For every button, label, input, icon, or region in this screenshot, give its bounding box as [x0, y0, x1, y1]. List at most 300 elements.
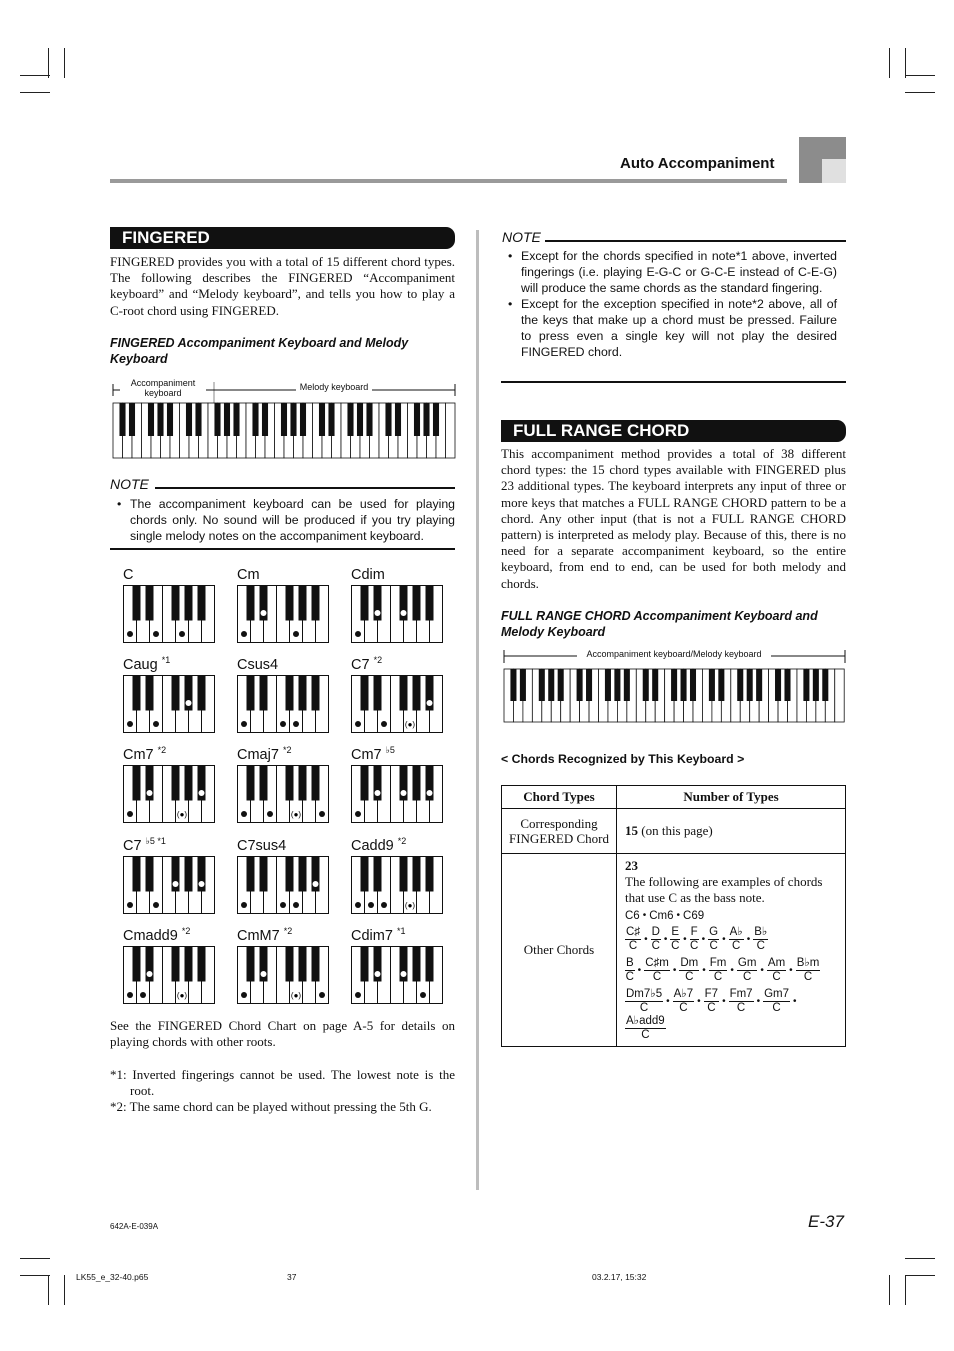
black-key: [312, 766, 320, 801]
right-note-item-2: • Except for the exception specified in note*2 above, all of the keys that make up a chord must be pressed. Failure to press even a single key will not play the desired FINGERED chord.: [501, 296, 837, 360]
pressed-key-dot: [179, 631, 185, 637]
black-key: [146, 857, 154, 892]
black-key: [233, 403, 239, 436]
pressed-key-dot: [267, 811, 273, 817]
black-key: [361, 766, 369, 801]
chord-name: C7sus4: [237, 838, 287, 854]
black-key: [133, 766, 141, 801]
chord-keyboard: [237, 946, 332, 1006]
pressed-key-dot: [375, 610, 381, 616]
pressed-key-dot: [199, 790, 205, 796]
pressed-key-dot: [127, 992, 133, 998]
chord-keyboard: [351, 585, 446, 645]
pressed-key-dot: [420, 992, 426, 998]
pressed-key-dot: [241, 811, 247, 817]
pressed-key-dot: [147, 790, 153, 796]
crop-mark: [889, 1275, 890, 1305]
pressed-key-dot: [241, 992, 247, 998]
chord-diagram: [237, 657, 332, 737]
pressed-key-dot: [381, 721, 387, 727]
black-key: [260, 676, 268, 711]
black-key: [247, 586, 255, 621]
black-key: [423, 403, 429, 436]
example-chord: Cm6: [649, 910, 674, 922]
chord-diagram: [123, 567, 218, 647]
row-other-count: 23: [625, 858, 638, 873]
chord-keyboard: [123, 675, 218, 735]
black-key: [312, 586, 320, 621]
example-line-1: C6 • Cm6 • C69: [625, 910, 705, 922]
chord-name: Cmaj7 $^{*2}$: [237, 745, 292, 763]
slash-chord: $\frac{Gm}{C}$: [737, 957, 757, 983]
black-key: [400, 676, 408, 711]
crop-mark: [905, 92, 935, 93]
black-key: [247, 857, 255, 892]
black-key: [186, 403, 192, 436]
black-key: [198, 586, 206, 621]
black-key: [312, 676, 320, 711]
black-key: [133, 676, 141, 711]
slash-chord: $\frac{A♭}{C}$: [729, 926, 743, 952]
fingered-note-rule-bottom: [110, 548, 455, 550]
pressed-key-dot: [127, 631, 133, 637]
chord-footnote-mark: ♭5 *1: [145, 836, 166, 846]
chord-footnote-mark: *2: [373, 655, 383, 665]
row-fingered-label: Corresponding FINGERED Chord: [502, 809, 617, 854]
pressed-key-dot: [280, 721, 286, 727]
black-key: [539, 669, 545, 701]
crop-mark: [64, 1275, 65, 1305]
chord-diagram: [351, 657, 446, 737]
pressed-key-dot: [261, 971, 267, 977]
black-key: [260, 857, 268, 892]
chord-name: Csus4: [237, 657, 279, 673]
black-key: [172, 676, 180, 711]
chord-footnote-mark: *1: [396, 926, 406, 936]
chord-diagram: [123, 928, 218, 1008]
slash-chord: $\frac{D}{C}$: [651, 926, 660, 952]
chord-types-table: [501, 785, 846, 1047]
chord-keyboard: [123, 585, 218, 645]
crop-mark: [20, 1275, 50, 1276]
black-key: [643, 669, 649, 701]
black-key: [558, 669, 564, 701]
footnote-2: *2: The same chord can be played without pressing the 5th G.: [110, 1099, 432, 1114]
optional-key-mark: (●): [290, 991, 302, 1000]
black-key: [312, 947, 320, 982]
fingered-keyboard-heading: FINGERED Accompaniment Keyboard and Melody Keyboard: [110, 336, 409, 366]
chord-footnote-mark: *2: [282, 745, 292, 755]
black-key: [286, 766, 294, 801]
black-key: [319, 403, 325, 436]
crop-mark: [889, 48, 890, 78]
accompaniment-label-1: Accompaniment: [130, 378, 196, 388]
crop-mark: [905, 1275, 906, 1305]
row-other-label: Other Chords: [502, 854, 617, 1047]
black-key: [198, 947, 206, 982]
black-key: [813, 669, 819, 701]
footnote-1: *1: Inverted fingerings cannot be used. The lowest note is the root.: [110, 1067, 455, 1098]
chords-recognized-heading: < Chords Recognized by This Keyboard >: [501, 752, 745, 766]
chord-name: C7 $^{♭5 *1}$: [123, 836, 166, 854]
chord-footnote-mark: *2: [157, 745, 167, 755]
black-key: [172, 586, 180, 621]
pressed-key-dot: [375, 790, 381, 796]
slash-chord: $\frac{Dm7♭5}{C}$: [626, 988, 663, 1014]
chord-name: Cdim7 $^{*1}$: [351, 926, 406, 944]
page-header-title: Auto Accompaniment: [620, 155, 775, 172]
black-key: [374, 857, 382, 892]
pressed-key-dot: [401, 610, 407, 616]
optional-key-mark: (●): [404, 901, 416, 910]
chord-diagram: [237, 838, 332, 918]
black-key: [577, 669, 583, 701]
black-key: [172, 947, 180, 982]
slash-chord: $\frac{Fm}{C}$: [709, 957, 727, 983]
chord-keyboard: [123, 765, 218, 825]
chord-diagram: [351, 747, 446, 827]
crop-mark: [905, 1275, 935, 1276]
black-key: [328, 403, 334, 436]
chord-name: Caug $^{*1}$: [123, 655, 171, 673]
optional-key-mark: (●): [404, 720, 416, 729]
black-key: [247, 676, 255, 711]
slash-chord: $\frac{E}{C}$: [671, 926, 680, 952]
black-key: [167, 403, 173, 436]
pressed-key-dot: [199, 881, 205, 887]
black-key: [252, 403, 258, 436]
pressed-key-dot: [261, 610, 267, 616]
pressed-key-dot: [173, 881, 179, 887]
black-key: [157, 403, 163, 436]
pressed-key-dot: [381, 902, 387, 908]
crop-mark: [64, 48, 65, 78]
pressed-key-dot: [355, 811, 361, 817]
black-key: [146, 586, 154, 621]
pressed-key-dot: [153, 902, 159, 908]
optional-key-mark: (●): [176, 810, 188, 819]
chord-diagram: [351, 838, 446, 918]
black-key: [709, 669, 715, 701]
black-key: [286, 676, 294, 711]
right-note-item-1: • Except for the chords specified in note*1 above, inverted fingerings (i.e. playing E-G-C or G-C-E instead of C-E-G) will produce the same chords as the standard fingering.: [501, 248, 837, 296]
footer-code: 642A-E-039A: [110, 1222, 159, 1231]
black-key: [784, 669, 790, 701]
header-rule: [110, 179, 787, 183]
pressed-key-dot: [401, 971, 407, 977]
row-other-note: The following are examples of chords that use C as the bass note.: [625, 874, 823, 905]
example-chord: C69: [683, 910, 705, 922]
black-key: [347, 403, 353, 436]
chord-footnote-mark: *2: [397, 836, 407, 846]
black-key: [224, 403, 230, 436]
full-range-title: FULL RANGE CHORD: [501, 420, 846, 442]
chord-diagram: [123, 657, 218, 737]
chord-name: Cm: [237, 567, 260, 583]
footer-page-num: 37: [287, 1272, 297, 1282]
right-note-list: [501, 248, 837, 360]
black-key: [262, 403, 268, 436]
white-key: [835, 669, 844, 722]
black-key: [366, 403, 372, 436]
black-key: [133, 857, 141, 892]
black-key: [361, 947, 369, 982]
optional-key-mark: (●): [290, 810, 302, 819]
slash-chord: $\frac{A♭7}{C}$: [673, 988, 694, 1014]
black-key: [510, 669, 516, 701]
black-key: [357, 403, 363, 436]
pressed-key-dot: [355, 992, 361, 998]
header-tab-block-inner: [822, 159, 846, 183]
black-key: [413, 586, 421, 621]
pressed-key-dot: [127, 902, 133, 908]
black-key: [195, 403, 201, 436]
chord-diagram: [351, 567, 446, 647]
chord-name: C7 $^{*2}$: [351, 655, 383, 673]
chord-diagram: [237, 747, 332, 827]
pressed-key-dot: [375, 971, 381, 977]
column-divider: [476, 230, 479, 1190]
slash-chord: $\frac{B♭m}{C}$: [796, 957, 820, 983]
black-key: [718, 669, 724, 701]
pressed-key-dot: [401, 790, 407, 796]
black-key: [247, 766, 255, 801]
black-key: [775, 669, 781, 701]
chord-keyboard: [351, 765, 446, 825]
black-key: [652, 669, 658, 701]
pressed-key-dot: [241, 631, 247, 637]
black-key: [146, 676, 154, 711]
crop-mark: [905, 75, 935, 76]
example-line-4: $\frac{Dm7♭5}{C}$ • $\frac{A♭7}{C}$ • $\frac{F7}{C}$ • $\frac{Fm7}{C}$ • $\frac{Gm7}{C}$ • $\frac{\text{A♭add9}}{C}$: [626, 988, 797, 1041]
page-number-label: E-37: [808, 1212, 844, 1231]
black-key: [361, 857, 369, 892]
chord-keyboard: [123, 856, 218, 916]
black-key: [299, 947, 307, 982]
black-key: [299, 766, 307, 801]
crop-mark: [20, 75, 50, 76]
black-key: [260, 766, 268, 801]
pressed-key-dot: [293, 721, 299, 727]
black-key: [133, 586, 141, 621]
right-note-rule-bottom: [501, 381, 846, 383]
black-key: [413, 947, 421, 982]
right-note-label: NOTE: [502, 229, 541, 245]
slash-chord: $\frac{Am}{C}$: [767, 957, 786, 983]
chord-name: CmM7 $^{*2}$: [237, 926, 293, 944]
black-key: [520, 669, 526, 701]
black-key: [299, 586, 307, 621]
black-key: [671, 669, 677, 701]
footer-file: LK55_e_32-40.p65: [76, 1272, 149, 1282]
chord-footnote-mark: *1: [161, 655, 171, 665]
black-key: [286, 586, 294, 621]
black-key: [385, 403, 391, 436]
black-key: [281, 403, 287, 436]
black-key: [290, 403, 296, 436]
black-key: [148, 403, 154, 436]
black-key: [400, 857, 408, 892]
pressed-key-dot: [319, 992, 325, 998]
crop-mark: [905, 48, 906, 78]
black-key: [185, 857, 193, 892]
full-range-keyboard-heading: FULL RANGE CHORD Accompaniment Keyboard and Melody Keyboard: [501, 609, 818, 639]
footer-timestamp: 03.2.17, 15:32: [592, 1272, 647, 1282]
chord-diagram: [123, 838, 218, 918]
black-key: [426, 947, 434, 982]
row-fingered-count: 15 (on this page): [617, 809, 846, 854]
black-key: [747, 669, 753, 701]
black-key: [129, 403, 135, 436]
see-chart-text: See the FINGERED Chord Chart on page A-5 for details on playing chords with other roots.: [110, 1018, 455, 1050]
pressed-key-dot: [355, 902, 361, 908]
pressed-key-dot: [153, 631, 159, 637]
full-range-intro: This accompaniment method provides a total of 38 different chord types: the 15 chord types available with FINGERED plus 23 additional types. The keyboard interprets any input of three or more keys that matches a FULL RANGE CHORD pattern to be a chord. Any other input (that is not a FULL RANGE CHORD pattern) is interpreted as melody play. Because of this, there is no need for a separate accompaniment keyboard, so the entire keyboard, from end to end, can be used for both melody and chords.: [501, 446, 846, 591]
slash-chord: $\frac{F7}{C}$: [704, 988, 719, 1014]
chord-keyboard: [237, 856, 332, 916]
slash-chord: $\frac{Dm}{C}$: [680, 957, 699, 983]
black-key: [300, 403, 306, 436]
fingered-note-list: [110, 496, 455, 544]
right-note-rule-top: [545, 240, 846, 242]
slash-chord: $\frac{C♯m}{C}$: [645, 957, 669, 983]
pressed-key-dot: [153, 721, 159, 727]
fingered-intro: FINGERED provides you with a total of 15 different chord types. The following describes the FINGERED “Accompaniment keyboard” and “Melody keyboard”, and tells you how to play a C-root chord using FINGERED.: [110, 254, 455, 318]
black-key: [286, 947, 294, 982]
black-key: [614, 669, 620, 701]
slash-chord: $\frac{G}{C}$: [709, 926, 719, 952]
chord-name: C: [123, 567, 134, 583]
black-key: [681, 669, 687, 701]
black-key: [413, 766, 421, 801]
full-range-keyboard-keys: [504, 669, 844, 722]
pressed-key-dot: [355, 721, 361, 727]
black-key: [586, 669, 592, 701]
pressed-key-dot: [127, 811, 133, 817]
fingered-note-rule-top: [155, 487, 455, 489]
chord-keyboard: [237, 765, 332, 825]
crop-mark: [48, 1275, 49, 1305]
slash-chord: $\frac{B♭}{C}$: [754, 926, 768, 952]
chord-diagram: [237, 567, 332, 647]
slash-chord: $\frac{F}{C}$: [689, 926, 699, 952]
black-key: [690, 669, 696, 701]
black-key: [624, 669, 630, 701]
fingered-note-label: NOTE: [110, 476, 149, 492]
full-range-keyboard-label: Accompaniment keyboard/Melody keyboard: [501, 649, 847, 659]
chord-name: Cadd9 $^{*2}$: [351, 836, 407, 854]
footnotes: [110, 1067, 455, 1115]
chord-footnote-mark: ♭5: [385, 745, 395, 755]
accompaniment-label-2: keyboard: [144, 388, 182, 398]
black-key: [185, 947, 193, 982]
white-key: [446, 403, 456, 458]
pressed-key-dot: [313, 881, 319, 887]
crop-mark: [905, 1258, 935, 1259]
black-key: [214, 403, 220, 436]
fingered-keyboard-diagram: [110, 378, 458, 460]
chord-diagram: [351, 928, 446, 1008]
fingered-title: FINGERED: [110, 227, 455, 249]
slash-chord: $\frac{Gm7}{C}$: [764, 988, 790, 1014]
slash-chord: $\frac{B}{C}$: [625, 957, 634, 983]
chord-keyboard: [351, 856, 446, 916]
black-key: [119, 403, 125, 436]
full-range-keyboard-svg: [501, 648, 849, 724]
pressed-key-dot: [147, 971, 153, 977]
chord-keyboard: [351, 946, 446, 1006]
black-key: [172, 766, 180, 801]
black-key: [247, 947, 255, 982]
black-key: [361, 586, 369, 621]
black-key: [426, 586, 434, 621]
crop-mark: [20, 1258, 50, 1259]
black-key: [185, 586, 193, 621]
pressed-key-dot: [293, 631, 299, 637]
black-key: [737, 669, 743, 701]
pressed-key-dot: [293, 902, 299, 908]
black-key: [133, 947, 141, 982]
black-key: [198, 676, 206, 711]
chord-keyboard: [237, 675, 332, 735]
table-header-number: Number of Types: [617, 786, 846, 809]
chord-footnote-mark: *2: [283, 926, 293, 936]
chord-footnote-mark: *2: [181, 926, 191, 936]
black-key: [433, 403, 439, 436]
chord-keyboard: [237, 585, 332, 645]
chord-name: Cm7 $^{♭5}$: [351, 745, 395, 763]
melody-keyboard-label: Melody keyboard: [214, 382, 454, 392]
crop-mark: [48, 48, 49, 78]
fingered-note-item: • The accompaniment keyboard can be used for playing chords only. No sound will be produced if you try playing single melody notes on the accompaniment keyboard.: [110, 496, 455, 544]
pressed-key-dot: [186, 700, 192, 706]
crop-mark: [20, 92, 50, 93]
pressed-key-dot: [241, 721, 247, 727]
row-other-content: [617, 854, 846, 1047]
pressed-key-dot: [368, 902, 374, 908]
black-key: [548, 669, 554, 701]
black-key: [185, 766, 193, 801]
chord-name: Cm7 $^{*2}$: [123, 745, 167, 763]
slash-chord: $\frac{C♯}{C}$: [626, 926, 641, 952]
pressed-key-dot: [127, 721, 133, 727]
chord-name: Cmadd9 $^{*2}$: [123, 926, 191, 944]
fingered-keyboard-keys: [113, 403, 455, 458]
chord-keyboard: [123, 946, 218, 1006]
pressed-key-dot: [355, 631, 361, 637]
example-chord: C6: [625, 910, 640, 922]
fingered-keyboard-svg: [110, 378, 458, 460]
optional-key-mark: (●): [176, 991, 188, 1000]
pressed-key-dot: [319, 811, 325, 817]
example-line-2: $\frac{C♯}{C}$ • $\frac{D}{C}$ • $\frac{E}{C}$ • $\frac{F}{C}$ • $\frac{G}{C}$ • $\frac{A♭}{C}$ • $\frac{B♭}{C}$: [626, 926, 768, 952]
example-line-3: $\frac{B}{C}$ • $\frac{C♯m}{C}$ • $\frac{Dm}{C}$ • $\frac{Fm}{C}$ • $\frac{Gm}{C}$ • $\frac{Am}{C}$ • $\frac{B♭m}{C}$: [625, 957, 820, 983]
pressed-key-dot: [427, 790, 433, 796]
chord-name: Cdim: [351, 567, 385, 583]
pressed-key-dot: [280, 902, 286, 908]
black-key: [361, 676, 369, 711]
black-key: [299, 676, 307, 711]
black-key: [756, 669, 762, 701]
black-key: [413, 676, 421, 711]
slash-chord: $\frac{Fm7}{C}$: [729, 988, 753, 1014]
black-key: [426, 857, 434, 892]
black-key: [413, 857, 421, 892]
pressed-key-dot: [427, 700, 433, 706]
chord-diagram: [123, 747, 218, 827]
full-range-keyboard-diagram: [501, 648, 849, 724]
table-header-chord-types: Chord Types: [502, 786, 617, 809]
